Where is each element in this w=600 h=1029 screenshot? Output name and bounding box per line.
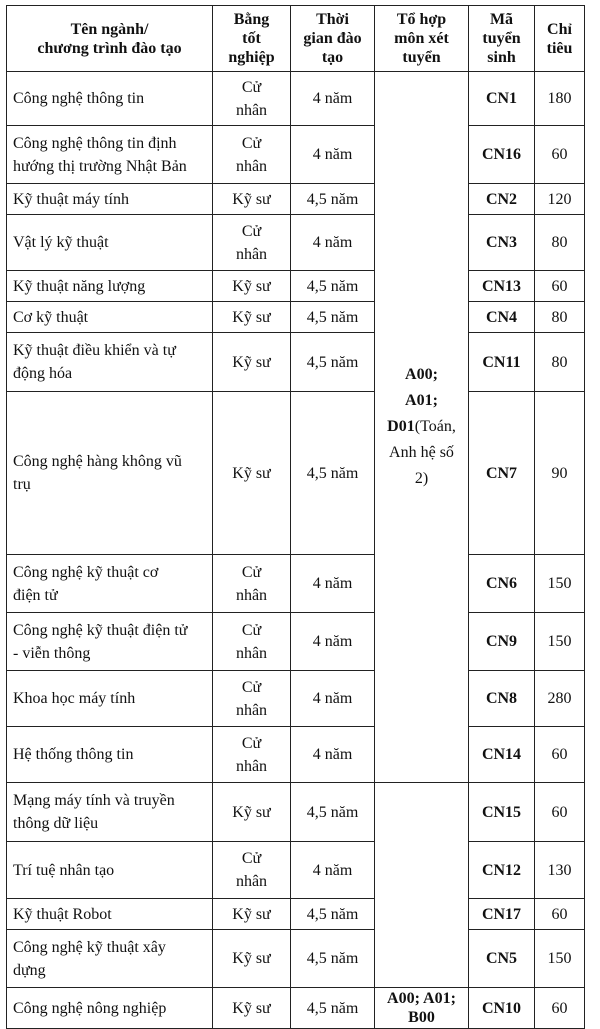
table-row [7,392,585,555]
quota: 60 [535,727,585,783]
admission-code: CN14 [469,727,535,783]
admission-code: CN6 [469,555,535,613]
admission-code: CN10 [469,988,535,1029]
program-name: Cơ kỹ thuật [7,302,213,333]
admission-code: CN13 [469,271,535,302]
duration: 4,5 năm [291,184,375,215]
duration: 4,5 năm [291,392,375,555]
degree: Cử nhân [213,72,291,126]
duration: 4 năm [291,126,375,184]
quota: 80 [535,302,585,333]
program-name: Kỹ thuật máy tính [7,184,213,215]
admission-code: CN1 [469,72,535,126]
admission-code: CN12 [469,842,535,899]
degree: Kỹ sư [213,899,291,930]
degree: Cử nhân [213,842,291,899]
program-name: Công nghệ kỹ thuật cơ điện tử [7,555,213,613]
table-row [7,988,585,1029]
table-row [7,333,585,392]
program-name: Công nghệ kỹ thuật điện tử - viễn thông [7,613,213,671]
quota: 60 [535,783,585,842]
admission-code: CN9 [469,613,535,671]
quota: 150 [535,613,585,671]
admission-code: CN16 [469,126,535,184]
table-row [7,613,585,671]
admission-code: CN11 [469,333,535,392]
table-row [7,671,585,727]
combination-group-1: A00; A01; D01(Toán, Anh hệ số 2) [375,72,469,783]
table-row [7,930,585,988]
quota: 60 [535,899,585,930]
table-row [7,555,585,613]
table-row [7,271,585,302]
duration: 4 năm [291,613,375,671]
program-name: Khoa học máy tính [7,671,213,727]
duration: 4,5 năm [291,899,375,930]
admission-code: CN5 [469,930,535,988]
table-row [7,727,585,783]
degree: Cử nhân [213,555,291,613]
program-name: Kỹ thuật điều khiển và tự động hóa [7,333,213,392]
quota: 80 [535,215,585,271]
quota: 280 [535,671,585,727]
quota: 120 [535,184,585,215]
admissions-table [6,5,585,1029]
header-name: Tên ngành/ chương trình đào tạo [7,6,213,72]
admission-code: CN15 [469,783,535,842]
program-name: Kỹ thuật năng lượng [7,271,213,302]
header-quota: Chỉ tiêu [535,6,585,72]
program-name: Công nghệ thông tin [7,72,213,126]
program-name: Công nghệ kỹ thuật xây dựng [7,930,213,988]
duration: 4,5 năm [291,783,375,842]
combination-group-1-continued [375,783,469,988]
duration: 4,5 năm [291,930,375,988]
admission-code: CN8 [469,671,535,727]
header-duration: Thời gian đào tạo [291,6,375,72]
duration: 4,5 năm [291,988,375,1029]
program-name: Hệ thống thông tin [7,727,213,783]
degree: Cử nhân [213,727,291,783]
header-combination: Tổ hợp môn xét tuyển [375,6,469,72]
table-row [7,899,585,930]
header-degree: Bằng tốt nghiệp [213,6,291,72]
duration: 4 năm [291,555,375,613]
degree: Cử nhân [213,126,291,184]
duration: 4 năm [291,671,375,727]
duration: 4 năm [291,72,375,126]
degree: Kỹ sư [213,930,291,988]
program-name: Kỹ thuật Robot [7,899,213,930]
degree: Kỹ sư [213,184,291,215]
quota: 90 [535,392,585,555]
table-row [7,184,585,215]
program-name: Vật lý kỹ thuật [7,215,213,271]
duration: 4,5 năm [291,271,375,302]
degree: Kỹ sư [213,988,291,1029]
duration: 4,5 năm [291,302,375,333]
duration: 4 năm [291,727,375,783]
table-row [7,215,585,271]
header-row [7,6,585,72]
program-name: Công nghệ hàng không vũ trụ [7,392,213,555]
degree: Kỹ sư [213,783,291,842]
table-row [7,302,585,333]
quota: 60 [535,988,585,1029]
admission-code: CN4 [469,302,535,333]
table-row [7,72,585,126]
quota: 150 [535,930,585,988]
admission-code: CN7 [469,392,535,555]
table-row [7,783,585,842]
program-name: Công nghệ thông tin định hướng thị trường Nhật Bản [7,126,213,184]
quota: 60 [535,126,585,184]
duration: 4 năm [291,215,375,271]
program-name: Công nghệ nông nghiệp [7,988,213,1029]
degree: Cử nhân [213,671,291,727]
quota: 80 [535,333,585,392]
quota: 180 [535,72,585,126]
degree: Cử nhân [213,215,291,271]
quota: 60 [535,271,585,302]
program-name: Mạng máy tính và truyền thông dữ liệu [7,783,213,842]
degree: Kỹ sư [213,302,291,333]
duration: 4 năm [291,842,375,899]
table-row [7,842,585,899]
degree: Kỹ sư [213,392,291,555]
degree: Kỹ sư [213,271,291,302]
admission-code: CN2 [469,184,535,215]
admission-code: CN3 [469,215,535,271]
duration: 4,5 năm [291,333,375,392]
admission-code: CN17 [469,899,535,930]
combination-group-2: A00; A01; B00 [375,988,469,1029]
header-code: Mã tuyển sinh [469,6,535,72]
quota: 150 [535,555,585,613]
degree: Cử nhân [213,613,291,671]
table-row [7,126,585,184]
program-name: Trí tuệ nhân tạo [7,842,213,899]
quota: 130 [535,842,585,899]
degree: Kỹ sư [213,333,291,392]
